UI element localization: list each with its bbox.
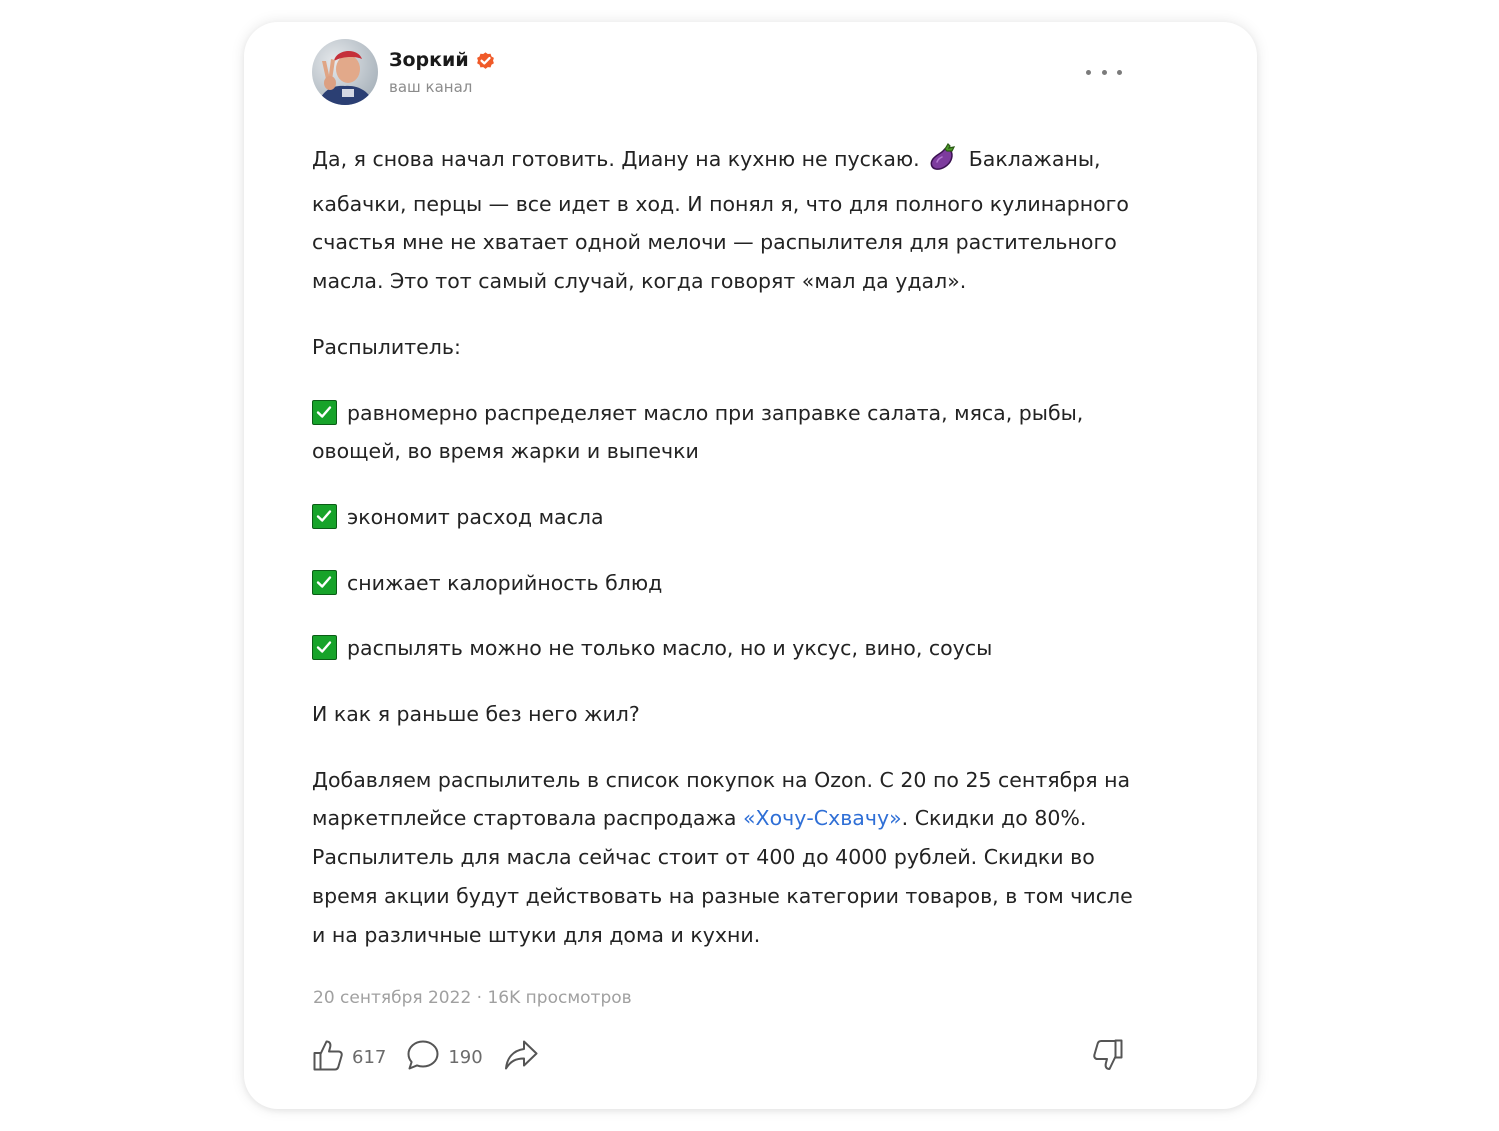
avatar[interactable]: [312, 39, 378, 105]
post-card: [244, 22, 1257, 1109]
closing-text-end: . Скидки до 80%. Распылитель для масла сейчас стоит от 400 до 4000 рублей. Скидки во время акции будут действовать на разные категории товаров, в том числе и на различные штуки для дома и кухни.: [312, 806, 1133, 947]
comment-icon: [406, 1039, 440, 1075]
check-mark-icon: [312, 635, 337, 660]
share-button[interactable]: [503, 1038, 539, 1076]
intro-text-end: Баклажаны, кабачки, перцы — все идет в ход. И понял я, что для полного кулинарного счастья мне не хватает одной мелочи — распылителя для растительного масла. Это тот самый случай, когда говорят «мал да удал».: [312, 147, 1129, 294]
check-mark-icon: [312, 570, 337, 595]
author-name[interactable]: Зоркий: [389, 49, 469, 71]
benefit-text: экономит расход масла: [347, 504, 604, 529]
comments-count: 190: [448, 1046, 483, 1068]
check-mark-icon: [312, 400, 337, 425]
verified-check-icon: [475, 50, 496, 71]
question-text: И как я раньше без него жил?: [312, 702, 640, 727]
more-dots-icon: [1102, 70, 1107, 75]
benefit-text: равномерно распределяет масло при заправке салата, мяса, рыбы, овощей, во время жарки и выпечки: [312, 400, 1084, 464]
like-button[interactable]: [312, 1038, 386, 1076]
eggplant-icon: [928, 142, 958, 185]
thumbs-up-icon: [312, 1038, 344, 1076]
channel-label: ваш канал: [389, 78, 473, 96]
list-heading: Распылитель:: [312, 334, 461, 359]
sale-link[interactable]: «Хочу-Схвачу»: [743, 806, 902, 831]
comment-button[interactable]: [406, 1039, 482, 1075]
more-dots-icon: [1117, 70, 1122, 75]
intro-text-start: Да, я снова начал готовить. Диану на кухню не пускаю.: [312, 147, 920, 171]
post-date: 20 сентября 2022: [313, 988, 472, 1008]
benefit-item: [312, 564, 1152, 603]
benefit-item: [312, 394, 1152, 471]
post-meta: [313, 988, 632, 1008]
benefit-item: [312, 498, 1152, 537]
view-count: 16K просмотров: [487, 988, 632, 1008]
action-bar: [312, 1039, 559, 1075]
likes-count: 617: [352, 1046, 387, 1068]
benefit-text: распылять можно не только масло, но и уксус, вино, соусы: [347, 636, 993, 661]
check-mark-icon: [312, 504, 337, 529]
benefit-item: [312, 629, 1152, 668]
meta-separator: ·: [471, 988, 488, 1008]
post-intro: [312, 140, 1152, 301]
share-icon: [503, 1038, 539, 1076]
author-row: [389, 49, 496, 71]
closing-paragraph: [312, 761, 1152, 955]
thumbs-down-icon: [1090, 1058, 1124, 1077]
more-dots-icon: [1086, 70, 1091, 75]
closing-text-start: Добавляем распылитель в список покупок на Ozon. С 20 по 25 сентября на маркетплейсе стартовала распродажа: [312, 767, 1131, 831]
benefit-text: снижает калорийность блюд: [347, 570, 663, 595]
more-options-button[interactable]: [1086, 62, 1122, 82]
post-body: [312, 140, 1152, 954]
dislike-button[interactable]: [1090, 1037, 1124, 1073]
